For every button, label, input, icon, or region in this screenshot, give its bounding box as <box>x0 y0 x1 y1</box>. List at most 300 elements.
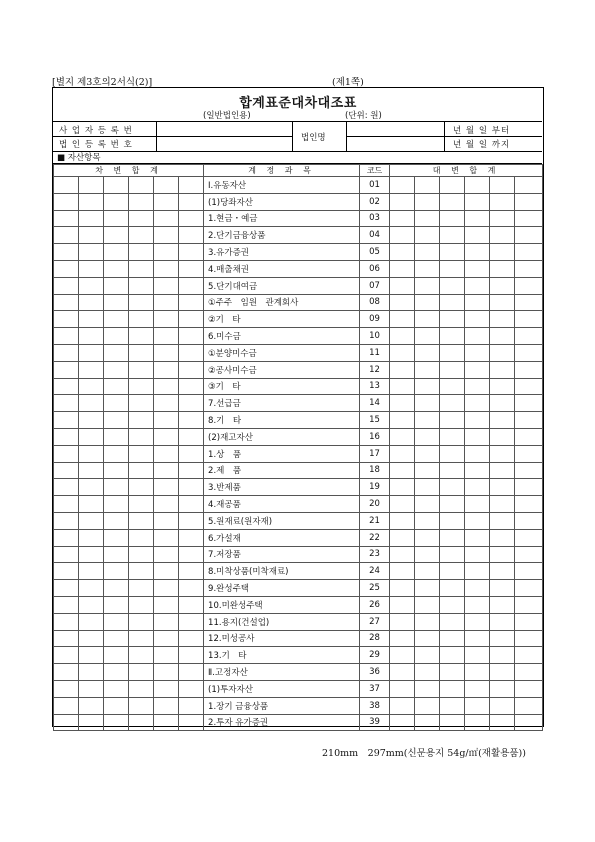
credit-amount-cell[interactable] <box>490 193 515 210</box>
credit-amount-cell[interactable] <box>515 680 543 697</box>
credit-amount-cell[interactable] <box>415 714 440 731</box>
debit-amount-cell[interactable] <box>79 580 104 597</box>
debit-amount-cell[interactable] <box>129 546 154 563</box>
debit-amount-cell[interactable] <box>79 479 104 496</box>
credit-amount-cell[interactable] <box>465 177 490 194</box>
credit-amount-cell[interactable] <box>440 563 465 580</box>
debit-amount-cell[interactable] <box>104 479 129 496</box>
credit-amount-cell[interactable] <box>440 647 465 664</box>
business-reg-no-field[interactable] <box>157 122 291 135</box>
debit-amount-cell[interactable] <box>129 412 154 429</box>
debit-amount-cell[interactable] <box>179 428 204 445</box>
credit-amount-cell[interactable] <box>465 210 490 227</box>
credit-amount-cell[interactable] <box>465 647 490 664</box>
credit-amount-cell[interactable] <box>415 260 440 277</box>
credit-amount-cell[interactable] <box>465 445 490 462</box>
credit-amount-cell[interactable] <box>490 361 515 378</box>
debit-amount-cell[interactable] <box>54 277 79 294</box>
debit-amount-cell[interactable] <box>54 227 79 244</box>
credit-amount-cell[interactable] <box>390 311 415 328</box>
debit-amount-cell[interactable] <box>54 395 79 412</box>
debit-amount-cell[interactable] <box>104 563 129 580</box>
debit-amount-cell[interactable] <box>104 697 129 714</box>
debit-amount-cell[interactable] <box>179 395 204 412</box>
debit-amount-cell[interactable] <box>79 462 104 479</box>
debit-amount-cell[interactable] <box>154 193 179 210</box>
debit-amount-cell[interactable] <box>54 546 79 563</box>
credit-amount-cell[interactable] <box>515 412 543 429</box>
debit-amount-cell[interactable] <box>54 210 79 227</box>
debit-amount-cell[interactable] <box>129 680 154 697</box>
credit-amount-cell[interactable] <box>390 177 415 194</box>
debit-amount-cell[interactable] <box>79 412 104 429</box>
debit-amount-cell[interactable] <box>79 664 104 681</box>
credit-amount-cell[interactable] <box>515 512 543 529</box>
debit-amount-cell[interactable] <box>79 210 104 227</box>
debit-amount-cell[interactable] <box>79 361 104 378</box>
debit-amount-cell[interactable] <box>154 311 179 328</box>
credit-amount-cell[interactable] <box>440 529 465 546</box>
debit-amount-cell[interactable] <box>104 294 129 311</box>
credit-amount-cell[interactable] <box>515 177 543 194</box>
credit-amount-cell[interactable] <box>415 244 440 261</box>
credit-amount-cell[interactable] <box>390 714 415 731</box>
credit-amount-cell[interactable] <box>415 361 440 378</box>
debit-amount-cell[interactable] <box>54 512 79 529</box>
credit-amount-cell[interactable] <box>515 613 543 630</box>
debit-amount-cell[interactable] <box>104 412 129 429</box>
credit-amount-cell[interactable] <box>490 546 515 563</box>
credit-amount-cell[interactable] <box>515 428 543 445</box>
credit-amount-cell[interactable] <box>415 193 440 210</box>
credit-amount-cell[interactable] <box>415 462 440 479</box>
debit-amount-cell[interactable] <box>129 378 154 395</box>
debit-amount-cell[interactable] <box>129 227 154 244</box>
debit-amount-cell[interactable] <box>104 529 129 546</box>
credit-amount-cell[interactable] <box>415 428 440 445</box>
credit-amount-cell[interactable] <box>390 277 415 294</box>
debit-amount-cell[interactable] <box>54 412 79 429</box>
credit-amount-cell[interactable] <box>465 596 490 613</box>
credit-amount-cell[interactable] <box>515 193 543 210</box>
corp-reg-no-field[interactable] <box>157 137 291 150</box>
debit-amount-cell[interactable] <box>179 580 204 597</box>
debit-amount-cell[interactable] <box>154 664 179 681</box>
credit-amount-cell[interactable] <box>440 328 465 345</box>
debit-amount-cell[interactable] <box>179 260 204 277</box>
credit-amount-cell[interactable] <box>515 277 543 294</box>
credit-amount-cell[interactable] <box>465 613 490 630</box>
credit-amount-cell[interactable] <box>390 697 415 714</box>
debit-amount-cell[interactable] <box>79 630 104 647</box>
credit-amount-cell[interactable] <box>465 512 490 529</box>
credit-amount-cell[interactable] <box>490 714 515 731</box>
debit-amount-cell[interactable] <box>79 596 104 613</box>
credit-amount-cell[interactable] <box>490 260 515 277</box>
credit-amount-cell[interactable] <box>415 664 440 681</box>
debit-amount-cell[interactable] <box>154 546 179 563</box>
debit-amount-cell[interactable] <box>154 647 179 664</box>
debit-amount-cell[interactable] <box>154 227 179 244</box>
credit-amount-cell[interactable] <box>415 328 440 345</box>
debit-amount-cell[interactable] <box>54 260 79 277</box>
credit-amount-cell[interactable] <box>390 546 415 563</box>
debit-amount-cell[interactable] <box>179 311 204 328</box>
credit-amount-cell[interactable] <box>465 462 490 479</box>
credit-amount-cell[interactable] <box>490 378 515 395</box>
credit-amount-cell[interactable] <box>490 294 515 311</box>
credit-amount-cell[interactable] <box>415 378 440 395</box>
credit-amount-cell[interactable] <box>390 630 415 647</box>
credit-amount-cell[interactable] <box>390 193 415 210</box>
debit-amount-cell[interactable] <box>104 580 129 597</box>
credit-amount-cell[interactable] <box>440 344 465 361</box>
credit-amount-cell[interactable] <box>490 445 515 462</box>
debit-amount-cell[interactable] <box>79 445 104 462</box>
credit-amount-cell[interactable] <box>515 294 543 311</box>
debit-amount-cell[interactable] <box>104 462 129 479</box>
credit-amount-cell[interactable] <box>490 613 515 630</box>
debit-amount-cell[interactable] <box>154 395 179 412</box>
debit-amount-cell[interactable] <box>129 193 154 210</box>
debit-amount-cell[interactable] <box>54 378 79 395</box>
credit-amount-cell[interactable] <box>440 462 465 479</box>
debit-amount-cell[interactable] <box>129 294 154 311</box>
debit-amount-cell[interactable] <box>129 395 154 412</box>
credit-amount-cell[interactable] <box>390 428 415 445</box>
credit-amount-cell[interactable] <box>390 462 415 479</box>
debit-amount-cell[interactable] <box>54 294 79 311</box>
credit-amount-cell[interactable] <box>415 647 440 664</box>
debit-amount-cell[interactable] <box>154 680 179 697</box>
debit-amount-cell[interactable] <box>154 496 179 513</box>
debit-amount-cell[interactable] <box>104 277 129 294</box>
credit-amount-cell[interactable] <box>515 546 543 563</box>
debit-amount-cell[interactable] <box>54 596 79 613</box>
debit-amount-cell[interactable] <box>104 260 129 277</box>
debit-amount-cell[interactable] <box>79 311 104 328</box>
debit-amount-cell[interactable] <box>79 260 104 277</box>
credit-amount-cell[interactable] <box>415 412 440 429</box>
debit-amount-cell[interactable] <box>154 361 179 378</box>
credit-amount-cell[interactable] <box>415 395 440 412</box>
credit-amount-cell[interactable] <box>515 496 543 513</box>
debit-amount-cell[interactable] <box>154 445 179 462</box>
credit-amount-cell[interactable] <box>390 378 415 395</box>
debit-amount-cell[interactable] <box>54 664 79 681</box>
debit-amount-cell[interactable] <box>129 496 154 513</box>
credit-amount-cell[interactable] <box>415 529 440 546</box>
debit-amount-cell[interactable] <box>104 630 129 647</box>
credit-amount-cell[interactable] <box>465 529 490 546</box>
debit-amount-cell[interactable] <box>54 244 79 261</box>
credit-amount-cell[interactable] <box>390 210 415 227</box>
credit-amount-cell[interactable] <box>415 277 440 294</box>
debit-amount-cell[interactable] <box>54 647 79 664</box>
credit-amount-cell[interactable] <box>415 596 440 613</box>
credit-amount-cell[interactable] <box>465 361 490 378</box>
debit-amount-cell[interactable] <box>54 697 79 714</box>
debit-amount-cell[interactable] <box>104 647 129 664</box>
credit-amount-cell[interactable] <box>415 563 440 580</box>
debit-amount-cell[interactable] <box>179 613 204 630</box>
credit-amount-cell[interactable] <box>415 479 440 496</box>
debit-amount-cell[interactable] <box>54 462 79 479</box>
debit-amount-cell[interactable] <box>179 596 204 613</box>
credit-amount-cell[interactable] <box>390 328 415 345</box>
credit-amount-cell[interactable] <box>415 311 440 328</box>
debit-amount-cell[interactable] <box>179 714 204 731</box>
credit-amount-cell[interactable] <box>440 177 465 194</box>
credit-amount-cell[interactable] <box>515 227 543 244</box>
credit-amount-cell[interactable] <box>465 378 490 395</box>
debit-amount-cell[interactable] <box>54 714 79 731</box>
credit-amount-cell[interactable] <box>465 193 490 210</box>
debit-amount-cell[interactable] <box>154 328 179 345</box>
credit-amount-cell[interactable] <box>440 277 465 294</box>
debit-amount-cell[interactable] <box>154 412 179 429</box>
debit-amount-cell[interactable] <box>54 193 79 210</box>
debit-amount-cell[interactable] <box>179 378 204 395</box>
debit-amount-cell[interactable] <box>104 428 129 445</box>
credit-amount-cell[interactable] <box>390 664 415 681</box>
debit-amount-cell[interactable] <box>129 445 154 462</box>
debit-amount-cell[interactable] <box>79 529 104 546</box>
debit-amount-cell[interactable] <box>129 328 154 345</box>
debit-amount-cell[interactable] <box>79 546 104 563</box>
credit-amount-cell[interactable] <box>465 294 490 311</box>
debit-amount-cell[interactable] <box>129 361 154 378</box>
debit-amount-cell[interactable] <box>129 529 154 546</box>
debit-amount-cell[interactable] <box>79 227 104 244</box>
credit-amount-cell[interactable] <box>490 697 515 714</box>
debit-amount-cell[interactable] <box>154 479 179 496</box>
debit-amount-cell[interactable] <box>154 630 179 647</box>
credit-amount-cell[interactable] <box>390 647 415 664</box>
debit-amount-cell[interactable] <box>129 428 154 445</box>
debit-amount-cell[interactable] <box>179 496 204 513</box>
debit-amount-cell[interactable] <box>79 647 104 664</box>
credit-amount-cell[interactable] <box>490 680 515 697</box>
credit-amount-cell[interactable] <box>490 244 515 261</box>
debit-amount-cell[interactable] <box>179 697 204 714</box>
credit-amount-cell[interactable] <box>515 580 543 597</box>
debit-amount-cell[interactable] <box>179 277 204 294</box>
credit-amount-cell[interactable] <box>490 311 515 328</box>
debit-amount-cell[interactable] <box>179 462 204 479</box>
debit-amount-cell[interactable] <box>79 496 104 513</box>
credit-amount-cell[interactable] <box>515 210 543 227</box>
credit-amount-cell[interactable] <box>440 311 465 328</box>
debit-amount-cell[interactable] <box>79 563 104 580</box>
credit-amount-cell[interactable] <box>390 613 415 630</box>
debit-amount-cell[interactable] <box>104 227 129 244</box>
credit-amount-cell[interactable] <box>490 630 515 647</box>
debit-amount-cell[interactable] <box>79 344 104 361</box>
debit-amount-cell[interactable] <box>104 378 129 395</box>
debit-amount-cell[interactable] <box>79 613 104 630</box>
debit-amount-cell[interactable] <box>104 664 129 681</box>
credit-amount-cell[interactable] <box>440 227 465 244</box>
debit-amount-cell[interactable] <box>154 580 179 597</box>
debit-amount-cell[interactable] <box>129 714 154 731</box>
credit-amount-cell[interactable] <box>390 563 415 580</box>
credit-amount-cell[interactable] <box>440 412 465 429</box>
debit-amount-cell[interactable] <box>54 563 79 580</box>
debit-amount-cell[interactable] <box>104 244 129 261</box>
credit-amount-cell[interactable] <box>515 361 543 378</box>
debit-amount-cell[interactable] <box>79 378 104 395</box>
credit-amount-cell[interactable] <box>390 260 415 277</box>
credit-amount-cell[interactable] <box>465 664 490 681</box>
credit-amount-cell[interactable] <box>490 512 515 529</box>
debit-amount-cell[interactable] <box>129 177 154 194</box>
debit-amount-cell[interactable] <box>79 714 104 731</box>
credit-amount-cell[interactable] <box>515 328 543 345</box>
debit-amount-cell[interactable] <box>104 344 129 361</box>
debit-amount-cell[interactable] <box>79 428 104 445</box>
credit-amount-cell[interactable] <box>465 630 490 647</box>
credit-amount-cell[interactable] <box>465 395 490 412</box>
debit-amount-cell[interactable] <box>104 512 129 529</box>
credit-amount-cell[interactable] <box>440 361 465 378</box>
debit-amount-cell[interactable] <box>179 193 204 210</box>
debit-amount-cell[interactable] <box>179 177 204 194</box>
debit-amount-cell[interactable] <box>154 177 179 194</box>
credit-amount-cell[interactable] <box>515 311 543 328</box>
credit-amount-cell[interactable] <box>515 664 543 681</box>
credit-amount-cell[interactable] <box>440 714 465 731</box>
debit-amount-cell[interactable] <box>154 462 179 479</box>
credit-amount-cell[interactable] <box>440 680 465 697</box>
debit-amount-cell[interactable] <box>129 277 154 294</box>
credit-amount-cell[interactable] <box>490 428 515 445</box>
debit-amount-cell[interactable] <box>129 260 154 277</box>
credit-amount-cell[interactable] <box>440 244 465 261</box>
credit-amount-cell[interactable] <box>515 462 543 479</box>
debit-amount-cell[interactable] <box>79 697 104 714</box>
debit-amount-cell[interactable] <box>104 210 129 227</box>
credit-amount-cell[interactable] <box>465 496 490 513</box>
credit-amount-cell[interactable] <box>465 546 490 563</box>
credit-amount-cell[interactable] <box>415 496 440 513</box>
debit-amount-cell[interactable] <box>104 395 129 412</box>
credit-amount-cell[interactable] <box>390 529 415 546</box>
credit-amount-cell[interactable] <box>465 311 490 328</box>
credit-amount-cell[interactable] <box>415 177 440 194</box>
credit-amount-cell[interactable] <box>390 227 415 244</box>
debit-amount-cell[interactable] <box>129 630 154 647</box>
debit-amount-cell[interactable] <box>154 378 179 395</box>
debit-amount-cell[interactable] <box>154 714 179 731</box>
credit-amount-cell[interactable] <box>515 344 543 361</box>
credit-amount-cell[interactable] <box>390 395 415 412</box>
debit-amount-cell[interactable] <box>154 277 179 294</box>
debit-amount-cell[interactable] <box>104 680 129 697</box>
debit-amount-cell[interactable] <box>154 244 179 261</box>
credit-amount-cell[interactable] <box>465 428 490 445</box>
debit-amount-cell[interactable] <box>179 529 204 546</box>
credit-amount-cell[interactable] <box>465 479 490 496</box>
credit-amount-cell[interactable] <box>490 277 515 294</box>
debit-amount-cell[interactable] <box>54 580 79 597</box>
credit-amount-cell[interactable] <box>465 580 490 597</box>
credit-amount-cell[interactable] <box>490 580 515 597</box>
credit-amount-cell[interactable] <box>490 596 515 613</box>
credit-amount-cell[interactable] <box>440 664 465 681</box>
debit-amount-cell[interactable] <box>154 210 179 227</box>
debit-amount-cell[interactable] <box>104 177 129 194</box>
debit-amount-cell[interactable] <box>54 479 79 496</box>
credit-amount-cell[interactable] <box>465 714 490 731</box>
debit-amount-cell[interactable] <box>154 344 179 361</box>
credit-amount-cell[interactable] <box>390 445 415 462</box>
credit-amount-cell[interactable] <box>390 596 415 613</box>
debit-amount-cell[interactable] <box>154 260 179 277</box>
credit-amount-cell[interactable] <box>515 714 543 731</box>
debit-amount-cell[interactable] <box>179 244 204 261</box>
credit-amount-cell[interactable] <box>440 697 465 714</box>
debit-amount-cell[interactable] <box>129 596 154 613</box>
debit-amount-cell[interactable] <box>154 294 179 311</box>
debit-amount-cell[interactable] <box>54 361 79 378</box>
debit-amount-cell[interactable] <box>104 546 129 563</box>
credit-amount-cell[interactable] <box>515 378 543 395</box>
debit-amount-cell[interactable] <box>179 294 204 311</box>
credit-amount-cell[interactable] <box>490 177 515 194</box>
debit-amount-cell[interactable] <box>104 496 129 513</box>
credit-amount-cell[interactable] <box>465 244 490 261</box>
credit-amount-cell[interactable] <box>440 193 465 210</box>
debit-amount-cell[interactable] <box>54 529 79 546</box>
corp-name-field[interactable] <box>347 122 443 150</box>
credit-amount-cell[interactable] <box>415 546 440 563</box>
credit-amount-cell[interactable] <box>465 277 490 294</box>
credit-amount-cell[interactable] <box>390 496 415 513</box>
debit-amount-cell[interactable] <box>129 613 154 630</box>
debit-amount-cell[interactable] <box>104 613 129 630</box>
credit-amount-cell[interactable] <box>440 260 465 277</box>
credit-amount-cell[interactable] <box>440 395 465 412</box>
credit-amount-cell[interactable] <box>440 445 465 462</box>
credit-amount-cell[interactable] <box>440 613 465 630</box>
debit-amount-cell[interactable] <box>179 412 204 429</box>
debit-amount-cell[interactable] <box>129 563 154 580</box>
debit-amount-cell[interactable] <box>179 210 204 227</box>
credit-amount-cell[interactable] <box>415 613 440 630</box>
credit-amount-cell[interactable] <box>440 210 465 227</box>
debit-amount-cell[interactable] <box>104 193 129 210</box>
debit-amount-cell[interactable] <box>129 344 154 361</box>
debit-amount-cell[interactable] <box>154 697 179 714</box>
credit-amount-cell[interactable] <box>415 344 440 361</box>
debit-amount-cell[interactable] <box>179 512 204 529</box>
debit-amount-cell[interactable] <box>79 680 104 697</box>
credit-amount-cell[interactable] <box>440 479 465 496</box>
credit-amount-cell[interactable] <box>415 512 440 529</box>
credit-amount-cell[interactable] <box>465 227 490 244</box>
credit-amount-cell[interactable] <box>390 512 415 529</box>
debit-amount-cell[interactable] <box>54 428 79 445</box>
credit-amount-cell[interactable] <box>415 580 440 597</box>
credit-amount-cell[interactable] <box>490 227 515 244</box>
debit-amount-cell[interactable] <box>79 277 104 294</box>
credit-amount-cell[interactable] <box>440 630 465 647</box>
debit-amount-cell[interactable] <box>129 647 154 664</box>
debit-amount-cell[interactable] <box>154 529 179 546</box>
credit-amount-cell[interactable] <box>465 563 490 580</box>
credit-amount-cell[interactable] <box>465 260 490 277</box>
